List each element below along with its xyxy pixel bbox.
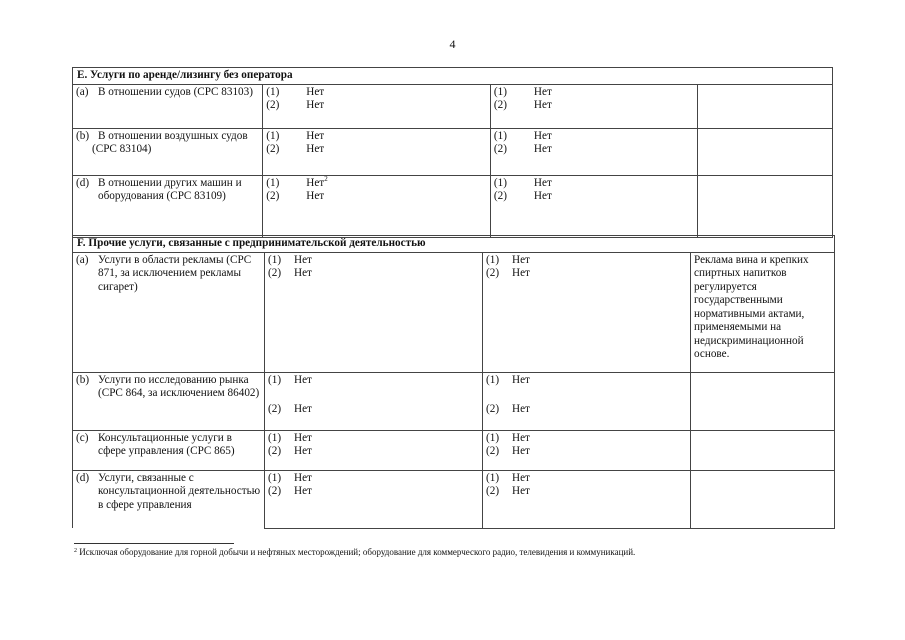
row-letter: (a) — [76, 85, 89, 98]
section-f-title: F. Прочие услуги, связанные с предпринимательской деятельностью — [73, 236, 835, 253]
section-e-header-row — [73, 68, 833, 85]
table-row — [73, 128, 833, 175]
row-letter: (b) — [76, 129, 90, 142]
service-name: Услуги в области рекламы (CPC 871, за исключением рекламы сигарет) — [98, 253, 252, 293]
market-access-cell: (1) Нет (2) Нет — [263, 128, 491, 175]
table-row — [73, 252, 835, 372]
additional-commitments-cell — [697, 128, 832, 175]
market-access-cell: (1) Нет (2) Нет — [263, 84, 491, 128]
row-letter: (d) — [76, 176, 90, 189]
section-e-title: E. Услуги по аренде/лизингу без оператора — [73, 68, 833, 85]
footnote-divider — [74, 543, 234, 544]
service-name: В отношении судов (CPC 83103) — [98, 85, 253, 98]
row-letter: (c) — [76, 431, 89, 444]
footnote — [74, 547, 635, 557]
service-cell — [73, 128, 263, 175]
row-letter: (b) — [76, 373, 90, 386]
national-treatment-cell: (1) Нет (2) Нет — [483, 372, 691, 430]
additional-commitments-cell — [691, 470, 835, 528]
service-cell — [73, 372, 265, 430]
section-f-header-row — [73, 236, 835, 253]
footnote-marker: 2 — [74, 548, 77, 554]
additional-commitments-cell — [691, 430, 835, 470]
section-f-table — [72, 235, 835, 529]
national-treatment-cell: (1) Нет (2) Нет — [483, 470, 691, 528]
footnote-reference: 2 — [324, 174, 328, 183]
national-treatment-cell: (1) Нет (2) Нет — [490, 128, 697, 175]
service-cell — [73, 470, 265, 528]
service-code: (CPC 83104) — [92, 143, 152, 155]
service-name: Услуги, связанные с консультационной деятельностью в сфере управления — [98, 471, 261, 511]
page-number: 4 — [449, 37, 456, 51]
market-access-cell: (1) Нет (2) Нет — [265, 252, 483, 372]
service-name: Услуги по исследованию рынка (CPC 864, за исключением 86402) — [98, 373, 260, 399]
service-cell — [73, 175, 263, 237]
footnote-text: Исключая оборудование для горной добычи и нефтяных месторождений; оборудование для коммерческого радио, телевидения и коммуникаций. — [79, 547, 636, 557]
market-access-cell: (1) Нет (2) Нет — [265, 430, 483, 470]
service-cell — [73, 430, 265, 470]
additional-commitments-cell — [697, 175, 832, 237]
national-treatment-cell: (1) Нет (2) Нет — [490, 84, 697, 128]
service-name: Консультационные услуги в сфере управления (CPC 865) — [98, 431, 235, 457]
service-name: В отношении воздушных судов — [98, 129, 248, 142]
service-cell — [73, 84, 263, 128]
national-treatment-cell: (1) Нет (2) Нет — [490, 175, 697, 237]
row-letter: (a) — [76, 253, 89, 266]
additional-commitments-cell: Реклама вина и крепких спиртных напитков регулируется государственными нормативными актами, применяемыми на недискриминационной основе. — [691, 252, 835, 372]
national-treatment-cell: (1) Нет (2) Нет — [483, 430, 691, 470]
additional-commitments-cell — [697, 84, 832, 128]
service-cell — [73, 252, 265, 372]
table-row — [73, 470, 835, 528]
table-row — [73, 430, 835, 470]
market-access-cell: (1) Нет (2) Нет — [265, 372, 483, 430]
table-row — [73, 372, 835, 430]
section-e-table — [72, 67, 833, 238]
market-access-cell: (1) Нет$^2$ (2) Нет — [263, 175, 491, 237]
service-name: В отношении других машин и оборудования (CPC 83109) — [98, 176, 242, 202]
table-row — [73, 84, 833, 128]
market-access-cell: (1) Нет (2) Нет — [265, 470, 483, 528]
row-letter: (d) — [76, 471, 90, 484]
additional-commitments-cell — [691, 372, 835, 430]
table-row — [73, 175, 833, 237]
national-treatment-cell: (1) Нет (2) Нет — [483, 252, 691, 372]
